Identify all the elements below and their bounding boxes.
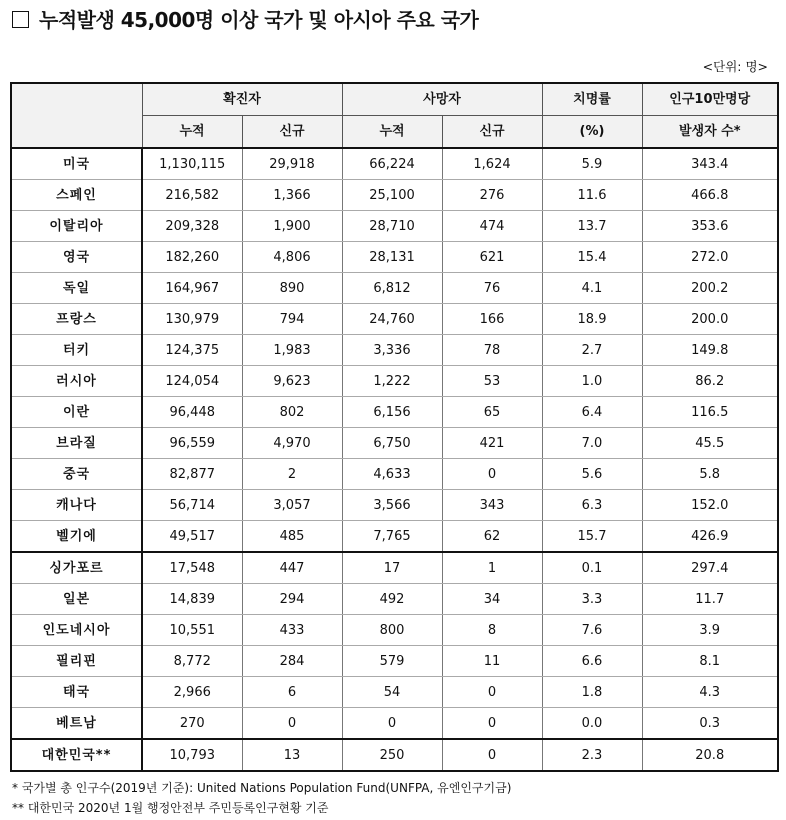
header-confirmed: 확진자 [142, 83, 342, 116]
cell-confirmed-cumulative: 2,966 [142, 677, 242, 708]
cell-confirmed-new: 1,900 [242, 211, 342, 242]
cell-per100k: 8.1 [642, 646, 778, 677]
cell-deaths-new: 0 [442, 459, 542, 490]
cell-confirmed-cumulative: 82,877 [142, 459, 242, 490]
cell-cfr: 13.7 [542, 211, 642, 242]
cell-deaths-cumulative: 7,765 [342, 521, 442, 553]
checkbox-square-icon [12, 11, 29, 28]
cell-confirmed-cumulative: 124,375 [142, 335, 242, 366]
cell-country: 영국 [11, 242, 142, 273]
header-per100k-line1: 인구10만명당 [642, 83, 778, 116]
table-row [11, 304, 778, 335]
cell-confirmed-new: 802 [242, 397, 342, 428]
cell-confirmed-new: 3,057 [242, 490, 342, 521]
cell-per100k: 426.9 [642, 521, 778, 553]
cell-deaths-cumulative: 3,336 [342, 335, 442, 366]
table-row [11, 490, 778, 521]
cell-confirmed-new: 4,806 [242, 242, 342, 273]
cell-per100k: 152.0 [642, 490, 778, 521]
table-row [11, 615, 778, 646]
cell-cfr: 4.1 [542, 273, 642, 304]
cell-deaths-cumulative: 28,710 [342, 211, 442, 242]
cell-cfr: 5.6 [542, 459, 642, 490]
cell-per100k: 5.8 [642, 459, 778, 490]
footnote-korea-source: ** 대한민국 2020년 1월 행정안전부 주민등록인구현황 기준 [12, 801, 329, 815]
cell-deaths-new: 62 [442, 521, 542, 553]
footnotes [12, 778, 511, 818]
cell-cfr: 1.0 [542, 366, 642, 397]
cell-deaths-new: 166 [442, 304, 542, 335]
cell-deaths-new: 474 [442, 211, 542, 242]
cell-deaths-new: 0 [442, 739, 542, 771]
table-row [11, 211, 778, 242]
cell-deaths-cumulative: 6,750 [342, 428, 442, 459]
cell-deaths-cumulative: 3,566 [342, 490, 442, 521]
cell-country: 벨기에 [11, 521, 142, 553]
cell-confirmed-new: 4,970 [242, 428, 342, 459]
cell-per100k: 353.6 [642, 211, 778, 242]
cell-deaths-cumulative: 17 [342, 552, 442, 584]
cell-confirmed-cumulative: 164,967 [142, 273, 242, 304]
cell-deaths-cumulative: 24,760 [342, 304, 442, 335]
cell-country: 인도네시아 [11, 615, 142, 646]
cell-confirmed-new: 433 [242, 615, 342, 646]
cell-confirmed-new: 1,983 [242, 335, 342, 366]
cell-confirmed-cumulative: 10,793 [142, 739, 242, 771]
cell-country: 독일 [11, 273, 142, 304]
cell-confirmed-cumulative: 96,448 [142, 397, 242, 428]
cell-per100k: 0.3 [642, 708, 778, 740]
cell-deaths-new: 0 [442, 708, 542, 740]
cell-deaths-new: 78 [442, 335, 542, 366]
cell-confirmed-new: 9,623 [242, 366, 342, 397]
cell-confirmed-cumulative: 96,559 [142, 428, 242, 459]
cell-per100k: 272.0 [642, 242, 778, 273]
cell-country: 러시아 [11, 366, 142, 397]
cell-deaths-cumulative: 250 [342, 739, 442, 771]
table-row [11, 148, 778, 180]
cell-confirmed-cumulative: 56,714 [142, 490, 242, 521]
cell-confirmed-new: 0 [242, 708, 342, 740]
cell-per100k: 297.4 [642, 552, 778, 584]
cell-deaths-new: 276 [442, 180, 542, 211]
cell-confirmed-cumulative: 216,582 [142, 180, 242, 211]
page-title [12, 4, 478, 33]
cell-cfr: 11.6 [542, 180, 642, 211]
covid-country-table [10, 82, 779, 772]
cell-deaths-cumulative: 0 [342, 708, 442, 740]
cell-deaths-cumulative: 800 [342, 615, 442, 646]
cell-confirmed-cumulative: 1,130,115 [142, 148, 242, 180]
table-row [11, 459, 778, 490]
header-confirmed-cumulative: 누적 [142, 116, 242, 149]
table-header [11, 83, 778, 148]
header-deaths-cumulative: 누적 [342, 116, 442, 149]
header-cfr-line1: 치명률 [542, 83, 642, 116]
cell-deaths-new: 11 [442, 646, 542, 677]
cell-per100k: 86.2 [642, 366, 778, 397]
cell-confirmed-cumulative: 182,260 [142, 242, 242, 273]
cell-per100k: 3.9 [642, 615, 778, 646]
cell-cfr: 18.9 [542, 304, 642, 335]
cell-cfr: 3.3 [542, 584, 642, 615]
cell-country: 터키 [11, 335, 142, 366]
cell-per100k: 343.4 [642, 148, 778, 180]
cell-confirmed-new: 485 [242, 521, 342, 553]
cell-deaths-cumulative: 54 [342, 677, 442, 708]
table-row [11, 428, 778, 459]
table-row [11, 521, 778, 553]
header-country [11, 83, 142, 148]
cell-deaths-cumulative: 6,156 [342, 397, 442, 428]
cell-country: 필리핀 [11, 646, 142, 677]
header-deaths-new: 신규 [442, 116, 542, 149]
cell-country: 이탈리아 [11, 211, 142, 242]
table-row [11, 739, 778, 771]
cell-deaths-new: 0 [442, 677, 542, 708]
footnote-population-source: * 국가별 총 인구수(2019년 기준): United Nations Population Fund(UNFPA, 유엔인구기금) [12, 781, 512, 795]
cell-deaths-new: 34 [442, 584, 542, 615]
cell-confirmed-new: 284 [242, 646, 342, 677]
cell-confirmed-cumulative: 14,839 [142, 584, 242, 615]
cell-country: 미국 [11, 148, 142, 180]
table-row [11, 677, 778, 708]
header-deaths: 사망자 [342, 83, 542, 116]
cell-deaths-cumulative: 4,633 [342, 459, 442, 490]
cell-per100k: 45.5 [642, 428, 778, 459]
cell-confirmed-cumulative: 17,548 [142, 552, 242, 584]
table-row [11, 273, 778, 304]
cell-cfr: 5.9 [542, 148, 642, 180]
cell-deaths-cumulative: 492 [342, 584, 442, 615]
cell-deaths-new: 65 [442, 397, 542, 428]
cell-deaths-cumulative: 579 [342, 646, 442, 677]
cell-cfr: 2.3 [542, 739, 642, 771]
cell-per100k: 116.5 [642, 397, 778, 428]
cell-country: 캐나다 [11, 490, 142, 521]
cell-cfr: 2.7 [542, 335, 642, 366]
table-row [11, 180, 778, 211]
cell-deaths-new: 343 [442, 490, 542, 521]
cell-cfr: 0.0 [542, 708, 642, 740]
header-confirmed-new: 신규 [242, 116, 342, 149]
cell-country: 베트남 [11, 708, 142, 740]
cell-cfr: 6.3 [542, 490, 642, 521]
cell-country: 대한민국** [11, 739, 142, 771]
cell-cfr: 15.4 [542, 242, 642, 273]
unit-label: <단위: 명> [702, 59, 768, 74]
cell-deaths-new: 1,624 [442, 148, 542, 180]
cell-cfr: 6.6 [542, 646, 642, 677]
cell-country: 스페인 [11, 180, 142, 211]
cell-per100k: 466.8 [642, 180, 778, 211]
cell-per100k: 11.7 [642, 584, 778, 615]
title-text: 누적발생 45,000명 이상 국가 및 아시아 주요 국가 [39, 8, 479, 32]
cell-confirmed-cumulative: 8,772 [142, 646, 242, 677]
cell-deaths-cumulative: 28,131 [342, 242, 442, 273]
cell-country: 중국 [11, 459, 142, 490]
table-row [11, 397, 778, 428]
cell-cfr: 7.6 [542, 615, 642, 646]
cell-deaths-new: 76 [442, 273, 542, 304]
cell-cfr: 15.7 [542, 521, 642, 553]
cell-confirmed-cumulative: 49,517 [142, 521, 242, 553]
header-per100k-line2: 발생자 수* [642, 116, 778, 149]
table-row [11, 584, 778, 615]
cell-confirmed-new: 890 [242, 273, 342, 304]
table-row [11, 646, 778, 677]
cell-deaths-new: 1 [442, 552, 542, 584]
cell-country: 프랑스 [11, 304, 142, 335]
cell-per100k: 4.3 [642, 677, 778, 708]
cell-per100k: 200.2 [642, 273, 778, 304]
cell-deaths-new: 8 [442, 615, 542, 646]
cell-confirmed-new: 794 [242, 304, 342, 335]
cell-cfr: 0.1 [542, 552, 642, 584]
cell-cfr: 6.4 [542, 397, 642, 428]
cell-deaths-new: 421 [442, 428, 542, 459]
cell-per100k: 200.0 [642, 304, 778, 335]
cell-confirmed-new: 2 [242, 459, 342, 490]
cell-confirmed-new: 13 [242, 739, 342, 771]
cell-country: 태국 [11, 677, 142, 708]
cell-confirmed-new: 294 [242, 584, 342, 615]
cell-deaths-cumulative: 1,222 [342, 366, 442, 397]
cell-confirmed-cumulative: 124,054 [142, 366, 242, 397]
cell-confirmed-new: 1,366 [242, 180, 342, 211]
cell-country: 싱가포르 [11, 552, 142, 584]
cell-country: 이란 [11, 397, 142, 428]
cell-confirmed-cumulative: 270 [142, 708, 242, 740]
cell-deaths-new: 53 [442, 366, 542, 397]
cell-deaths-new: 621 [442, 242, 542, 273]
table-row [11, 708, 778, 740]
cell-country: 브라질 [11, 428, 142, 459]
cell-deaths-cumulative: 25,100 [342, 180, 442, 211]
cell-confirmed-new: 447 [242, 552, 342, 584]
cell-confirmed-cumulative: 130,979 [142, 304, 242, 335]
table-row [11, 366, 778, 397]
cell-confirmed-new: 6 [242, 677, 342, 708]
cell-confirmed-new: 29,918 [242, 148, 342, 180]
cell-deaths-cumulative: 66,224 [342, 148, 442, 180]
table-row [11, 335, 778, 366]
cell-per100k: 20.8 [642, 739, 778, 771]
cell-cfr: 1.8 [542, 677, 642, 708]
table-row [11, 552, 778, 584]
cell-per100k: 149.8 [642, 335, 778, 366]
table-row [11, 242, 778, 273]
cell-deaths-cumulative: 6,812 [342, 273, 442, 304]
header-cfr-line2: (%) [542, 116, 642, 149]
table-body [11, 148, 778, 771]
cell-confirmed-cumulative: 209,328 [142, 211, 242, 242]
cell-cfr: 7.0 [542, 428, 642, 459]
cell-country: 일본 [11, 584, 142, 615]
cell-confirmed-cumulative: 10,551 [142, 615, 242, 646]
